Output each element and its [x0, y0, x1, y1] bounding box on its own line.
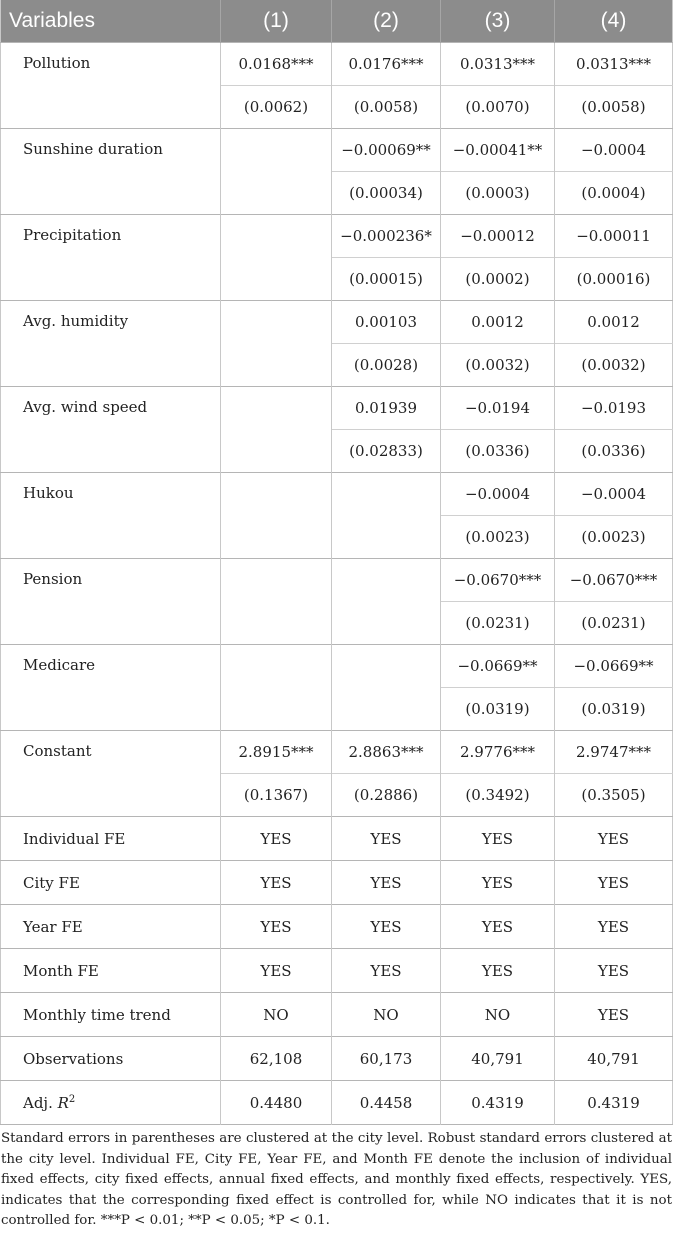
value-cell: NO [221, 993, 332, 1037]
se-cell: (0.0319) [441, 688, 555, 731]
coef-cell: −0.00012 [441, 215, 555, 258]
coef-cell: −0.00011 [555, 215, 673, 258]
coef-cell: −0.000236* [332, 215, 441, 258]
row-label: Constant [1, 731, 221, 817]
coef-cell: 0.0313*** [555, 43, 673, 86]
se-cell [221, 344, 332, 387]
value-cell: YES [332, 949, 441, 993]
row-label: Avg. wind speed [1, 387, 221, 473]
se-cell [221, 430, 332, 473]
coef-cell: 2.9776*** [441, 731, 555, 774]
table-row [1, 993, 673, 1037]
coef-cell: −0.0004 [555, 473, 673, 516]
coef-cell [221, 301, 332, 344]
row-label: Pension [1, 559, 221, 645]
row-label: Precipitation [1, 215, 221, 301]
coef-cell: 2.8915*** [221, 731, 332, 774]
se-cell: (0.0028) [332, 344, 441, 387]
table-row [1, 731, 673, 774]
value-cell: 0.4458 [332, 1081, 441, 1125]
row-label: Pollution [1, 43, 221, 129]
value-cell: YES [332, 817, 441, 861]
table-row [1, 645, 673, 688]
coef-cell: −0.00041** [441, 129, 555, 172]
coef-cell [221, 387, 332, 430]
se-cell: (0.0231) [441, 602, 555, 645]
value-cell: YES [332, 905, 441, 949]
header-col-4: (4) [555, 0, 673, 43]
value-cell: YES [555, 993, 673, 1037]
se-cell: (0.00016) [555, 258, 673, 301]
se-cell: (0.0319) [555, 688, 673, 731]
se-cell [221, 602, 332, 645]
row-label: Month FE [1, 949, 221, 993]
table-row [1, 387, 673, 430]
coef-cell: −0.0004 [555, 129, 673, 172]
table-footnote: Standard errors in parentheses are clustered at the city level. Robust standard errors clustered at the city level. Individual FE, City FE, Year FE, and Month FE denote the inclusion of individual fixed effects, city fixed effects, annual fixed effects, and monthly fixed effects, respectively. YES, indicates that the corresponding fixed effect is controlled for, while NO indicates that it is not controlled for. ***P < 0.01; **P < 0.05; *P < 0.1. [1, 1131, 672, 1228]
coef-cell: −0.00069** [332, 129, 441, 172]
coef-cell: 0.01939 [332, 387, 441, 430]
se-cell: (0.0070) [441, 86, 555, 129]
table-row [1, 559, 673, 602]
se-cell: (0.0003) [441, 172, 555, 215]
se-cell: (0.00034) [332, 172, 441, 215]
coef-cell: 0.0168*** [221, 43, 332, 86]
se-cell [221, 172, 332, 215]
coef-cell: −0.0670*** [441, 559, 555, 602]
table-row-r2 [1, 1081, 673, 1125]
table-row [1, 905, 673, 949]
row-label: Monthly time trend [1, 993, 221, 1037]
coef-cell: −0.0669** [555, 645, 673, 688]
se-cell: (0.0023) [441, 516, 555, 559]
row-label: Hukou [1, 473, 221, 559]
table-header-row [1, 0, 673, 43]
value-cell: 0.4480 [221, 1081, 332, 1125]
coef-cell [332, 473, 441, 516]
coef-cell: 0.0176*** [332, 43, 441, 86]
value-cell: 0.4319 [441, 1081, 555, 1125]
coef-cell [221, 129, 332, 172]
value-cell: YES [441, 817, 555, 861]
value-cell: 62,108 [221, 1037, 332, 1081]
coef-cell: 0.0313*** [441, 43, 555, 86]
se-cell [332, 602, 441, 645]
header-col-3: (3) [441, 0, 555, 43]
se-cell: (0.0032) [441, 344, 555, 387]
coef-cell: 0.0012 [555, 301, 673, 344]
value-cell: YES [441, 905, 555, 949]
coef-cell: 0.00103 [332, 301, 441, 344]
se-cell: (0.3505) [555, 774, 673, 817]
row-label: Individual FE [1, 817, 221, 861]
se-cell: (0.3492) [441, 774, 555, 817]
value-cell: NO [332, 993, 441, 1037]
table-body [1, 43, 673, 1125]
value-cell: 0.4319 [555, 1081, 673, 1125]
value-cell: YES [555, 861, 673, 905]
row-label: Sunshine duration [1, 129, 221, 215]
value-cell: 40,791 [555, 1037, 673, 1081]
table-row [1, 473, 673, 516]
value-cell: YES [332, 861, 441, 905]
coef-cell: −0.0193 [555, 387, 673, 430]
table-row [1, 861, 673, 905]
row-label-r2 [1, 1081, 221, 1125]
se-cell: (0.2886) [332, 774, 441, 817]
se-cell: (0.0002) [441, 258, 555, 301]
coef-cell: 2.8863*** [332, 731, 441, 774]
se-cell: (0.0032) [555, 344, 673, 387]
value-cell: YES [555, 905, 673, 949]
value-cell: YES [221, 949, 332, 993]
value-cell: YES [221, 861, 332, 905]
coef-cell: 2.9747*** [555, 731, 673, 774]
coef-cell: −0.0670*** [555, 559, 673, 602]
value-cell: YES [555, 949, 673, 993]
se-cell [221, 688, 332, 731]
se-cell: (0.0004) [555, 172, 673, 215]
coef-cell [221, 473, 332, 516]
coef-cell [332, 559, 441, 602]
table-row [1, 817, 673, 861]
value-cell: YES [555, 817, 673, 861]
r2-label-prefix: Adj. [23, 1093, 58, 1112]
r2-label-sup: 2 [68, 1093, 76, 1105]
coef-cell: −0.0669** [441, 645, 555, 688]
se-cell [332, 688, 441, 731]
table-row [1, 1037, 673, 1081]
row-label: Year FE [1, 905, 221, 949]
coef-cell [221, 215, 332, 258]
coef-cell: 0.0012 [441, 301, 555, 344]
se-cell: (0.02833) [332, 430, 441, 473]
coef-cell: −0.0194 [441, 387, 555, 430]
row-label: Medicare [1, 645, 221, 731]
se-cell: (0.0336) [555, 430, 673, 473]
se-cell [221, 258, 332, 301]
row-label: Observations [1, 1037, 221, 1081]
header-variables: Variables [1, 0, 221, 43]
table-row [1, 301, 673, 344]
header-col-1: (1) [221, 0, 332, 43]
se-cell: (0.0231) [555, 602, 673, 645]
se-cell: (0.00015) [332, 258, 441, 301]
value-cell: 40,791 [441, 1037, 555, 1081]
value-cell: 60,173 [332, 1037, 441, 1081]
se-cell: (0.0058) [555, 86, 673, 129]
table-row [1, 949, 673, 993]
row-label: City FE [1, 861, 221, 905]
se-cell [332, 516, 441, 559]
se-cell [221, 516, 332, 559]
value-cell: YES [441, 949, 555, 993]
coef-cell [332, 645, 441, 688]
value-cell: NO [441, 993, 555, 1037]
r2-label-var: R [57, 1093, 69, 1112]
se-cell: (0.0336) [441, 430, 555, 473]
se-cell: (0.0023) [555, 516, 673, 559]
se-cell: (0.0058) [332, 86, 441, 129]
coef-cell [221, 559, 332, 602]
row-label: Avg. humidity [1, 301, 221, 387]
table-row [1, 43, 673, 86]
value-cell: YES [441, 861, 555, 905]
se-cell: (0.1367) [221, 774, 332, 817]
coef-cell: −0.0004 [441, 473, 555, 516]
table-row [1, 215, 673, 258]
table-row [1, 129, 673, 172]
coef-cell [221, 645, 332, 688]
header-col-2: (2) [332, 0, 441, 43]
value-cell: YES [221, 817, 332, 861]
se-cell: (0.0062) [221, 86, 332, 129]
value-cell: YES [221, 905, 332, 949]
